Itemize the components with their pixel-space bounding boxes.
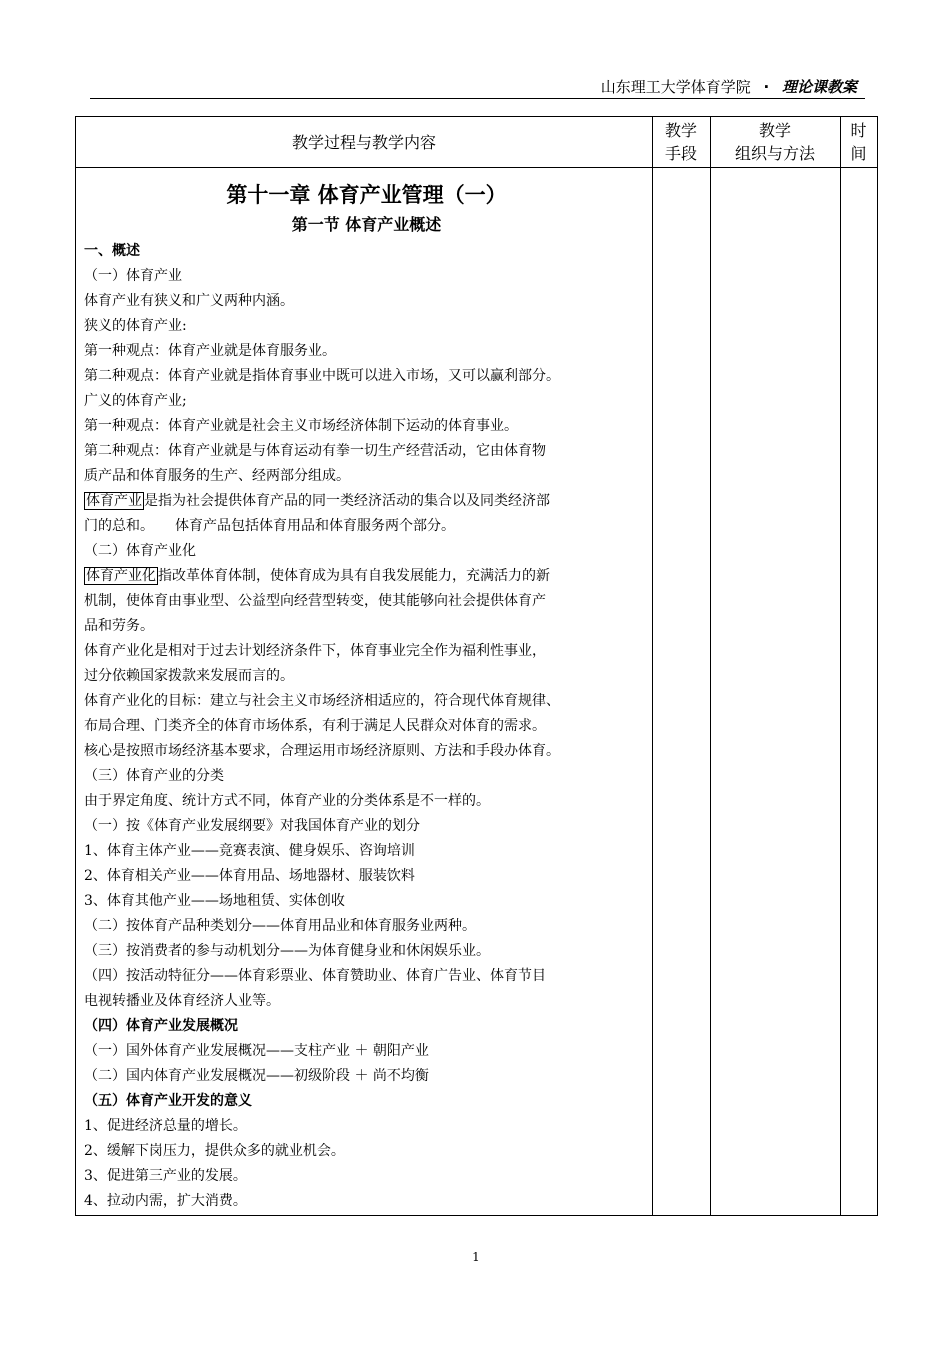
text-line: （二）体育产业化: [84, 543, 196, 559]
text-line: （一）国外体育产业发展概况——支柱产业 ＋ 朝阳产业: [84, 1043, 429, 1059]
text-line: 核心是按照市场经济基本要求，合理运用市场经济原则、方法和手段办体育。: [84, 743, 560, 759]
heading: （四）体育产业发展概况: [84, 1018, 238, 1034]
page-header: [90, 70, 865, 99]
text-line: 第一种观点：体育产业就是社会主义市场经济体制下运动的体育事业。: [84, 418, 518, 434]
lesson-plan-table: [75, 116, 878, 1216]
column-divider: [710, 117, 711, 1215]
text-line: 品和劳务。: [84, 618, 154, 634]
col-header-method-line2: 组织与方法: [734, 144, 815, 163]
heading: （五）体育产业开发的意义: [84, 1093, 252, 1109]
text-line: 广义的体育产业;: [84, 393, 187, 409]
header-dot: ·: [763, 78, 770, 96]
text-line: 电视转播业及体育经济人业等。: [84, 993, 280, 1009]
header-text: [601, 76, 857, 97]
col-header-method: [710, 117, 840, 167]
text-span: 指改革体育体制，使体育成为具有自我发展能力，充满活力的新: [158, 568, 550, 584]
text-line: 2、缓解下岗压力，提供众多的就业机会。: [84, 1143, 345, 1159]
col-header-means-line2: 手段: [664, 144, 697, 163]
text-line: （三）体育产业的分类: [84, 768, 224, 784]
text-line: 1、体育主体产业——竞赛表演、健身娱乐、咨询培训: [84, 843, 415, 859]
text-line: 2、体育相关产业——体育用品、场地器材、服装饮料: [84, 868, 415, 884]
text-line: 3、体育其他产业——场地租赁、实体创收: [84, 893, 345, 909]
header-school: 山东理工大学体育学院: [600, 78, 751, 96]
section-title: 第一节 体育产业概述: [291, 215, 442, 234]
boxed-term: 体育产业化: [86, 568, 156, 584]
text-line: [84, 489, 649, 514]
col-header-content-label: 教学过程与教学内容: [291, 132, 436, 152]
text-line: 门的总和。 体育产品包括体育用品和体育服务两个部分。: [84, 518, 455, 534]
text-line: （三）按消费者的参与动机划分——为体育健身业和休闲娱乐业。: [84, 943, 490, 959]
header-tag: 理论课教案: [781, 78, 857, 96]
text-line: 机制，使体育由事业型、公益型向经营型转变，使其能够向社会提供体育产: [84, 593, 546, 609]
col-header-time-line1: 时: [850, 121, 867, 140]
boxed-term: 体育产业: [86, 493, 142, 509]
text-line: 1、促进经济总量的增长。: [84, 1118, 247, 1134]
text-line: （四）按活动特征分——体育彩票业、体育赞助业、体育广告业、体育节目: [84, 968, 546, 984]
text-line: 布局合理、门类齐全的体育市场体系，有利于满足人民群众对体育的需求。: [84, 718, 546, 734]
col-header-means: [652, 117, 710, 167]
text-line: 4、拉动内需，扩大消费。: [84, 1193, 247, 1209]
text-line: 体育产业化是相对于过去计划经济条件下，体育事业完全作为福利性事业，: [84, 643, 546, 659]
text-span: 是指为社会提供体育产品的同一类经济活动的集合以及同类经济部: [144, 493, 550, 509]
text-line: 3、促进第三产业的发展。: [84, 1168, 247, 1184]
text-line: 狭义的体育产业:: [84, 318, 187, 334]
heading: 一、概述: [84, 243, 140, 259]
text-line: 质产品和体育服务的生产、经两部分组成。: [84, 468, 350, 484]
text-line: （二）国内体育产业发展概况——初级阶段 ＋ 尚不均衡: [84, 1068, 429, 1084]
text-line: 由于界定角度、统计方式不同，体育产业的分类体系是不一样的。: [84, 793, 490, 809]
column-divider: [652, 117, 653, 1215]
col-header-time: [840, 117, 877, 167]
text-line: 第二种观点：体育产业就是与体育运动有拳一切生产经营活动，它由体育物: [84, 443, 546, 459]
text-line: 过分依赖国家拨款来发展而言的。: [84, 668, 294, 684]
col-header-content: [76, 117, 652, 167]
text-line: （一）按《体育产业发展纲要》对我国体育产业的划分: [84, 818, 420, 834]
text-line: 第一种观点：体育产业就是体育服务业。: [84, 343, 336, 359]
text-line: （二）按体育产品种类划分——体育用品业和体育服务业两种。: [84, 918, 476, 934]
page-number: 1: [472, 1250, 480, 1264]
col-header-method-line1: 教学: [758, 121, 791, 140]
header-row-divider: [76, 167, 877, 168]
text-line: 第二种观点：体育产业就是指体育事业中既可以进入市场，又可以赢利部分。: [84, 368, 560, 384]
col-header-means-line1: 教学: [664, 121, 697, 140]
column-divider: [840, 117, 841, 1215]
text-line: （一）体育产业: [84, 268, 182, 284]
text-line: 体育产业有狭义和广义两种内涵。: [84, 293, 294, 309]
text-line: [84, 564, 649, 589]
text-line: 体育产业化的目标：建立与社会主义市场经济相适应的，符合现代体育规律、: [84, 693, 560, 709]
col-header-time-line2: 间: [850, 144, 867, 163]
lesson-content: [84, 177, 649, 1214]
chapter-title: 第十一章 体育产业管理（一）: [226, 182, 507, 207]
